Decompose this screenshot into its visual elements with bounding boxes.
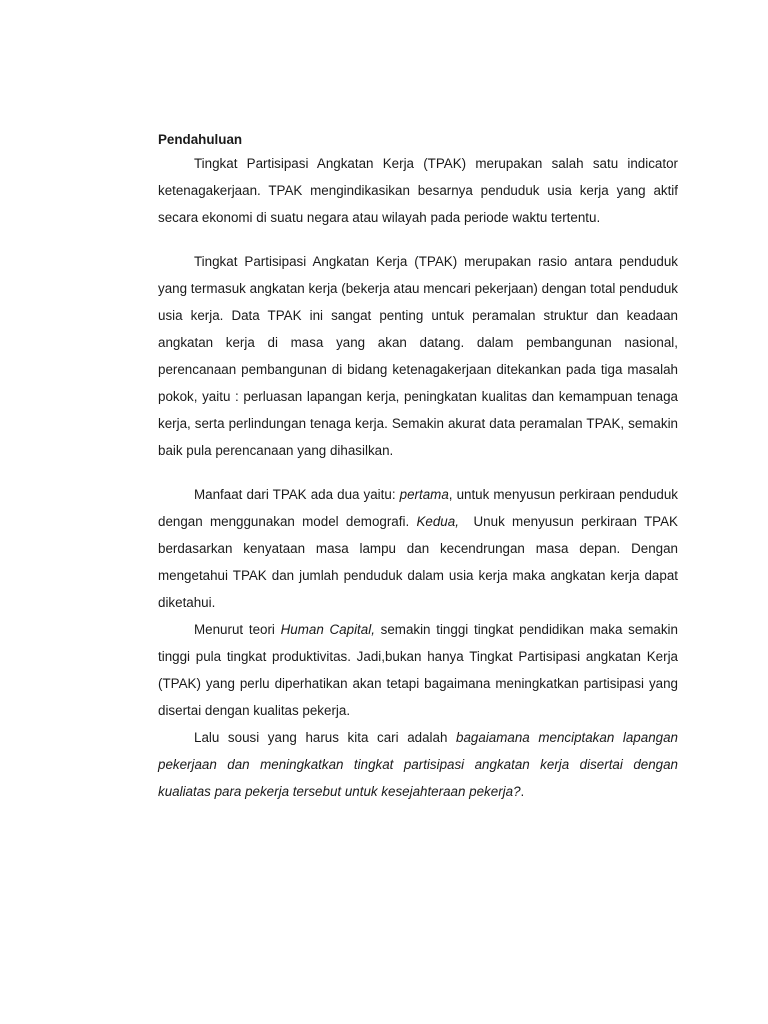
document-body xyxy=(158,130,682,805)
paragraph-3-text-a: Manfaat dari TPAK ada dua yaitu: xyxy=(194,487,400,502)
paragraph-4-text-c: semakin tinggi tingkat pendidikan maka semakin tinggi pula tingkat produktivitas. Jadi,bukan hanya Tingkat Partisipasi angkatan Kerja (TPAK) yang perlu diperhatikan akan tetapi bagaimana meningkatkan partisipasi yang disertai dengan kualitas pekerja. xyxy=(158,622,678,718)
paragraph-3-text-e: Unuk menyusun perkiraan TPAK berdasarkan kenyataan masa lampu dan kecendrungan masa depan. Dengan mengetahui TPAK dan jumlah penduduk dalam usia kerja maka angkatan kerja dapat diketahui. xyxy=(158,514,682,610)
paragraph-spacer xyxy=(158,231,678,248)
paragraph-4-text-a: Menurut teori xyxy=(194,622,281,637)
paragraph-2: Tingkat Partisipasi Angkatan Kerja (TPAK) merupakan rasio antara penduduk yang termasuk angkatan kerja (bekerja atau mencari pekerjaan) dengan total penduduk usia kerja. Data TPAK ini sangat penting untuk peramalan struktur dan keadaan angkatan kerja di masa yang akan datang. dalam pembangunan nasional, perencanaan pembangunan di bidang ketenagakerjaan ditekankan pada tiga masalah pokok, yaitu : perluasan lapangan kerja, peningkatan kualitas dan kemampuan tenaga kerja, serta perlindungan tenaga kerja. Semakin akurat data peramalan TPAK, semakin baik pula perencanaan yang dihasilkan. xyxy=(158,254,678,458)
paragraph-5-text-a: Lalu sousi yang harus kita cari adalah xyxy=(194,730,457,745)
paragraph-3-italic-kedua: Kedua, xyxy=(416,514,459,529)
paragraph-1: Tingkat Partisipasi Angkatan Kerja (TPAK) merupakan salah satu indicator ketenagakerjaan. TPAK mengindikasikan besarnya penduduk usia kerja yang aktif secara ekonomi di suatu negara atau wilayah pada periode waktu tertentu. xyxy=(158,156,678,225)
paragraph-4-italic-human-capital: Human Capital, xyxy=(280,622,375,637)
section-heading: Pendahuluan xyxy=(158,132,243,147)
paragraph-3-text-c: , untuk menyusun perkiraan penduduk dengan menggunakan model demografi. xyxy=(158,487,679,529)
paragraph-spacer xyxy=(158,464,678,481)
paragraph-4 xyxy=(158,616,678,724)
paragraph-5-text-c: . xyxy=(520,784,525,799)
paragraph-3-italic-pertama: pertama xyxy=(399,487,449,502)
paragraph-5 xyxy=(158,724,678,805)
paragraph-3 xyxy=(158,481,682,616)
paragraph-5-italic-question: bagaiamana menciptakan lapangan pekerjaan dan meningkatkan tingkat partisipasi angkatan kerja disertai dengan kualiatas para pekerja tersebut untuk kesejahteraan pekerja? xyxy=(158,730,678,799)
